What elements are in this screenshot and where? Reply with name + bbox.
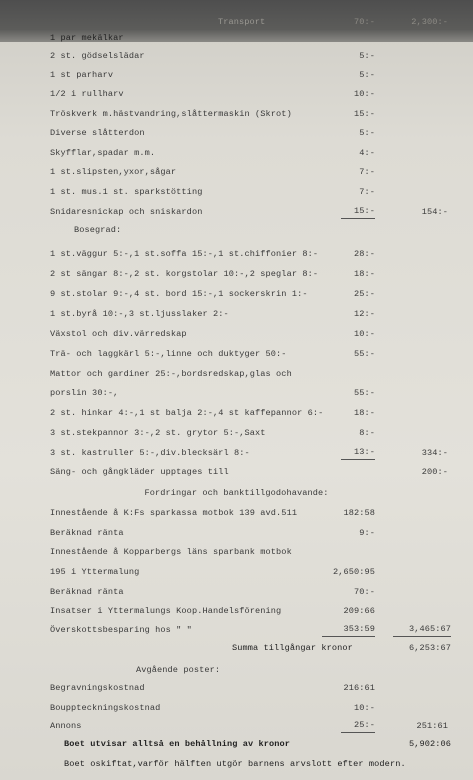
item-amount-a: 25:- [341, 718, 375, 733]
item-text: 3 st.stekpannor 3:-,2 st. grytor 5:-,Saxt [50, 428, 266, 438]
item-text: 2 st. hinkar 4:-,1 st balja 2:-,4 st kaffepannor 6:- [50, 408, 324, 418]
item-amount-a: 353:59 [322, 622, 375, 637]
item-amount-a: 13:- [341, 445, 375, 460]
item-amount-a: 28:- [353, 249, 375, 259]
list-item [0, 204, 473, 221]
item-text: Innestående å K:Fs sparkassa motbok 139 avd.511 [50, 508, 298, 518]
note-row [0, 756, 473, 773]
item-amount-a: 5:- [359, 128, 375, 138]
list-item [0, 306, 473, 323]
list-item [0, 718, 473, 735]
section-heading [0, 485, 473, 502]
item-text: Annons [50, 721, 82, 731]
item-amount-a: 25:- [353, 289, 375, 299]
result-value: 5,902:06 [408, 739, 451, 749]
item-text: 1 par mekälkar [50, 33, 124, 43]
item-amount-a: 209:66 [343, 606, 375, 616]
item-amount-a: 216:61 [343, 683, 375, 693]
list-item [0, 622, 473, 639]
item-amount-a: 7:- [359, 187, 375, 197]
transport-amount-a: 70:- [353, 17, 375, 27]
item-amount-a: 4:- [359, 148, 375, 158]
item-text: Överskottsbesparing hos " " [50, 625, 192, 635]
list-item [0, 30, 473, 47]
item-amount-a: 10:- [353, 329, 375, 339]
item-amount-b: 200:- [421, 467, 448, 477]
item-amount-b: 154:- [421, 207, 448, 217]
item-amount-a: 55:- [353, 388, 375, 398]
list-item [0, 584, 473, 601]
item-amount-b: 251:61 [416, 721, 448, 731]
list-item [0, 425, 473, 442]
list-item [0, 505, 473, 522]
avgaende-heading: Avgående poster: [136, 665, 221, 675]
item-text: 1 st.väggur 5:-,1 st.soffa 15:-,1 st.chiffonier 8:- [50, 249, 319, 259]
list-item [0, 464, 473, 481]
list-item [0, 125, 473, 142]
item-amount-a: 18:- [353, 269, 375, 279]
item-amount-a: 18:- [353, 408, 375, 418]
item-amount-a: 15:- [353, 109, 375, 119]
item-text: 1 st parharv [50, 70, 114, 80]
item-amount-a: 10:- [353, 89, 375, 99]
item-amount-a: 12:- [353, 309, 375, 319]
list-item [0, 164, 473, 181]
item-text: Bouppteckningskostnad [50, 703, 161, 713]
list-item [0, 145, 473, 162]
item-text: 3 st. kastruller 5:-,div.blecksärl 8:- [50, 448, 250, 458]
item-text: 1 st. mus.1 st. sparkstötting [50, 187, 203, 197]
section-heading [0, 222, 473, 239]
item-text: Diverse slåtterdon [50, 128, 145, 138]
list-item [0, 326, 473, 343]
item-text: Snidaresnickap och sniskardon [50, 207, 203, 217]
list-item [0, 603, 473, 620]
item-text: Insatser i Yttermalungs Koop.Handelsförening [50, 606, 282, 616]
item-amount-b: 3,465:67 [393, 622, 451, 637]
list-item [0, 445, 473, 462]
fordringar-heading: Fordringar och banktillgodohavande: [144, 488, 329, 498]
item-text: Skyfflar,spadar m.m. [50, 148, 156, 158]
list-item [0, 385, 473, 402]
item-text: 1/2 i rullharv [50, 89, 124, 99]
transport-row [0, 14, 473, 31]
item-text: Växstol och div.värredskap [50, 329, 187, 339]
item-text: 2 st. gödselslädar [50, 51, 145, 61]
summa-label: Summa tillgångar kronor [232, 643, 353, 653]
item-amount-b: 334:- [421, 448, 448, 458]
item-amount-a: 15:- [341, 204, 375, 219]
item-amount-a: 8:- [359, 428, 375, 438]
list-item [0, 700, 473, 717]
bohag-heading: Bosegrad: [74, 225, 122, 235]
item-text: 195 i Yttermalung [50, 567, 140, 577]
item-amount-a: 70:- [353, 587, 375, 597]
transport-label: Transport [218, 17, 266, 27]
list-item [0, 366, 473, 383]
list-item [0, 86, 473, 103]
item-amount-a: 7:- [359, 167, 375, 177]
summa-row [0, 640, 473, 657]
list-item [0, 525, 473, 542]
item-amount-a: 182:58 [343, 508, 375, 518]
item-text: Begravningskostnad [50, 683, 145, 693]
list-item [0, 266, 473, 283]
item-amount-a: 5:- [359, 51, 375, 61]
list-item [0, 680, 473, 697]
item-amount-a: 10:- [353, 703, 375, 713]
note-text: Boet oskiftat,varför hälften utgör barnens arvslott efter modern. [64, 759, 406, 769]
item-amount-a: 55:- [353, 349, 375, 359]
item-text: Mattor och gardiner 25:-,bordsredskap,glas och [50, 369, 292, 379]
section-heading [0, 662, 473, 679]
item-text: Beräknad ränta [50, 528, 124, 538]
list-item [0, 346, 473, 363]
item-amount-a: 9:- [359, 528, 375, 538]
item-text: Säng- och gångkläder upptages till [50, 467, 229, 477]
item-text: 9 st.stolar 9:-,4 st. bord 15:-,1 sockerskrin 1:- [50, 289, 308, 299]
transport-amount-b: 2,300:- [411, 17, 448, 27]
item-text: Beräknad ränta [50, 587, 124, 597]
result-row [0, 736, 473, 753]
list-item [0, 564, 473, 581]
list-item [0, 405, 473, 422]
summa-value: 6,253:67 [408, 643, 451, 653]
item-text: Innestående å Kopparbergs läns sparbank motbok [50, 547, 292, 557]
item-text: 1 st.slipsten,yxor,sågar [50, 167, 177, 177]
result-text: Boet utvisar alltså en behållning av kronor [64, 739, 291, 749]
item-amount-a: 5:- [359, 70, 375, 80]
item-text: porslin 30:-, [50, 388, 119, 398]
item-text: 1 st.byrå 10:-,3 st.ljusslaker 2:- [50, 309, 229, 319]
list-item [0, 544, 473, 561]
item-text: Trä- och laggkärl 5:-,linne och duktyger 50:- [50, 349, 287, 359]
list-item [0, 106, 473, 123]
list-item [0, 286, 473, 303]
list-item [0, 184, 473, 201]
item-text: 2 st sängar 8:-,2 st. korgstolar 10:-,2 speglar 8:- [50, 269, 319, 279]
list-item [0, 67, 473, 84]
list-item [0, 246, 473, 263]
item-text: Tröskverk m.hästvandring,slåttermaskin (Skrot) [50, 109, 292, 119]
item-amount-a: 2,650:95 [332, 567, 375, 577]
list-item [0, 48, 473, 65]
